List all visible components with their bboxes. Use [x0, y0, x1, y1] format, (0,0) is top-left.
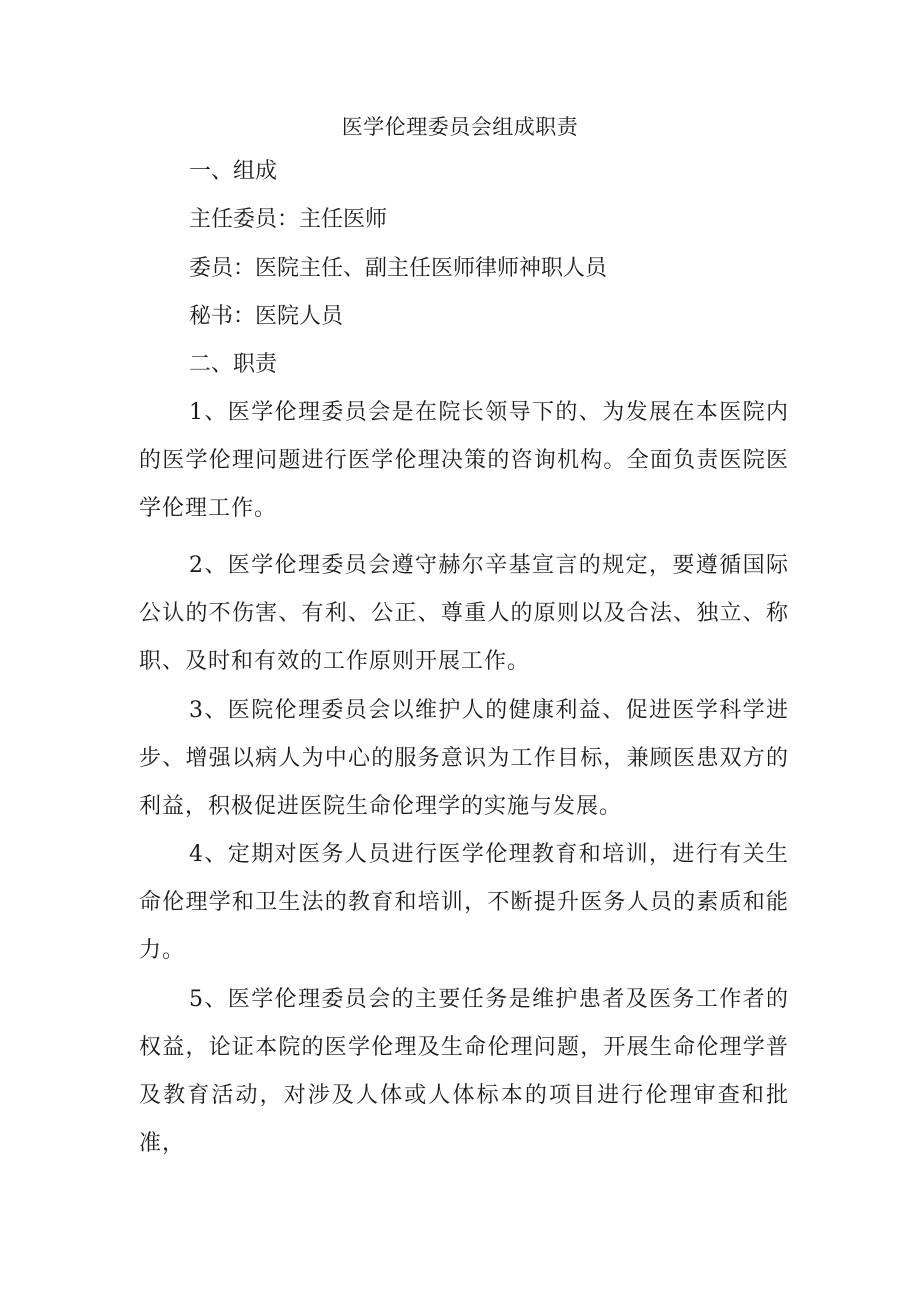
duty-item-4: 4、定期对医务人员进行医学伦理教育和培训，进行有关生命伦理学和卫生法的教育和培训，不断提升医务人员的素质和能力。 — [139, 842, 789, 963]
duty-item-1: 1、医学伦理委员会是在院长领导下的、为发展在本医院内的医学伦理问题进行医学伦理决策的咨询机构。全面负责医院医学伦理工作。 — [139, 400, 789, 521]
section-heading-composition: 一、组成 — [189, 159, 278, 184]
duty-item-2: 2、医学伦理委员会遵守赫尔辛基宣言的规定，要遵循国际公认的不伤害、有利、公正、尊重人的原则以及合法、独立、称职、及时和有效的工作原则开展工作。 — [139, 553, 789, 674]
duty-item-5: 5、医学伦理委员会的主要任务是维护患者及医务工作者的权益，论证本院的医学伦理及生命伦理问题，开展生命伦理学普及教育活动，对涉及人体或人体标本的项目进行伦理审查和批准， — [139, 987, 789, 1156]
section-heading-duties: 二、职责 — [189, 352, 278, 377]
duty-item-3: 3、医院伦理委员会以维护人的健康利益、促进医学科学进步、增强以病人为中心的服务意识为工作目标，兼顾医患双方的利益，积极促进医院生命伦理学的实施与发展。 — [139, 698, 789, 819]
secretary-line: 秘书：医院人员 — [189, 304, 344, 329]
document-title: 医学伦理委员会组成职责 — [341, 115, 579, 139]
committee-members-line: 委员：医院主任、副主任医师律师神职人员 — [189, 256, 608, 281]
chair-member-line: 主任委员：主任医师 — [189, 207, 388, 232]
